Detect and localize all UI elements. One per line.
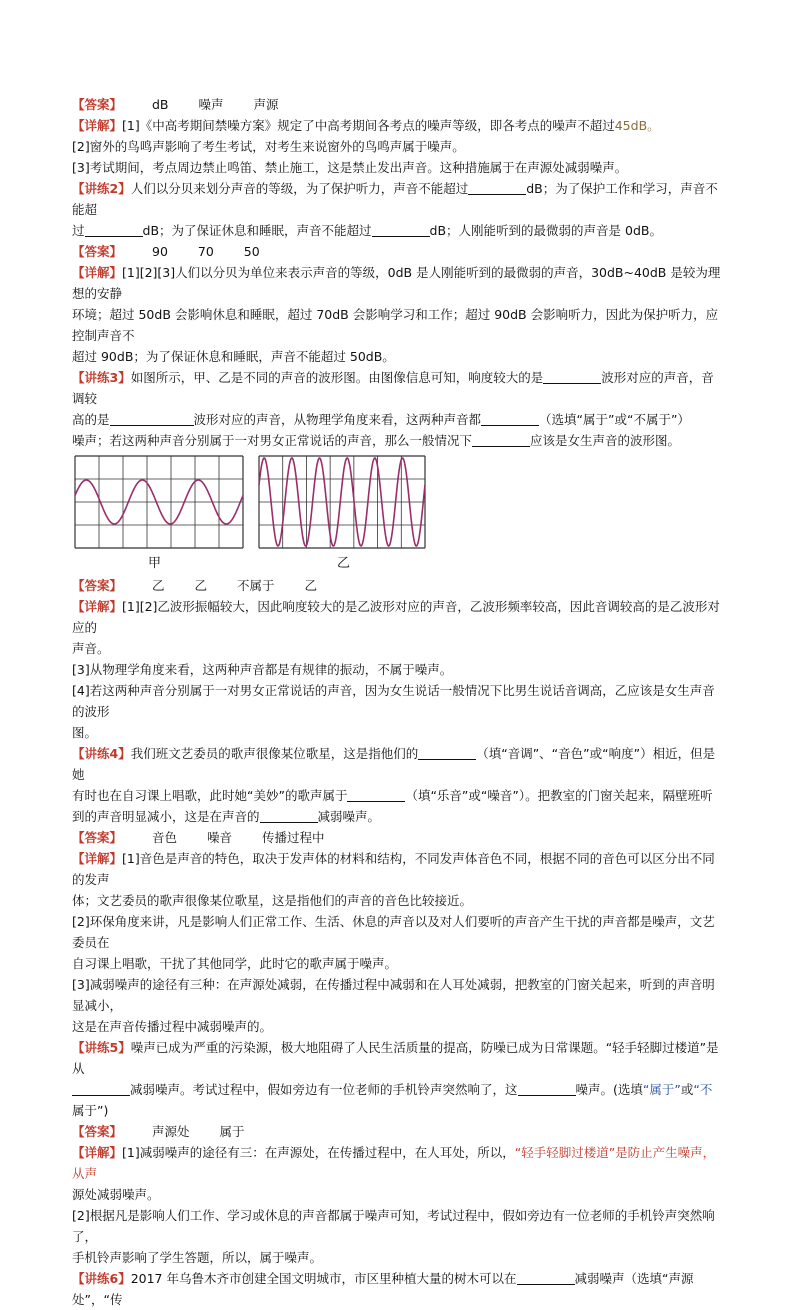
question-text: 噪声。(选填 [575, 1082, 643, 1097]
detail-text: 45dB。 [614, 118, 660, 133]
answer-item: 声源 [253, 97, 279, 112]
answer-blank[interactable] [372, 222, 430, 237]
answer-item: 50 [243, 244, 260, 259]
detail-text: [3]减弱噪声的途径有三种：在声源处减弱，在传播过程中减弱和在人耳处减弱，把教室的门窗关起来，听到的声音明显减小， [72, 977, 715, 1013]
answer-blank[interactable] [85, 222, 143, 237]
question-text-line [72, 785, 724, 806]
question-text: dB；为了保证休息和睡眠，声音不能超过 [142, 223, 372, 238]
detail-text: [1][2]乙波形振幅较大，因此响度较大的是乙波形对应的声音，乙波形频率较高，因此音调较高的是乙波形对应的 [72, 599, 720, 635]
question-text: 我们班文艺委员的歌声很像某位歌星，这是指他们的 [130, 746, 419, 761]
answer-item: 70 [197, 244, 214, 259]
question-text: 波形对应的声音，音调较 [72, 370, 714, 406]
answer-item: 乙 [304, 578, 318, 593]
detail-text: 声音。 [72, 641, 110, 656]
detail-tag: 【详解】 [72, 599, 123, 614]
detail-text: 手机铃声影响了学生答题，所以，属于噪声。 [72, 1250, 323, 1265]
detail-4 [72, 848, 724, 890]
detail-text: [3]从物理学角度来看，这两种声音都是有规律的振动，不属于噪声。 [72, 662, 453, 677]
detail-text: 超过 90dB；为了保证休息和睡眠，声音不能超过 50dB。 [72, 349, 395, 364]
question-text: 高的是 [72, 412, 110, 427]
detail-text-highlight: “轻手轻脚过楼道”是防止产生噪声，从声 [72, 1145, 716, 1181]
question-text: 减弱噪声。 [317, 809, 381, 824]
waveform-yi [258, 455, 426, 549]
question-text: 减弱噪声。考试过程中，假如旁边有一位老师的手机铃声突然响了，这 [130, 1082, 518, 1097]
detail-tag: 【详解】 [72, 851, 123, 866]
question-text: 属于”) [72, 1103, 109, 1118]
answer-blank[interactable] [543, 369, 601, 384]
detail-tag: 【详解】 [72, 1145, 123, 1160]
detail-3 [72, 596, 724, 638]
option-text: “属于” [642, 1082, 681, 1097]
detail-5 [72, 1142, 724, 1184]
answer-blank[interactable] [468, 180, 526, 195]
answer-5 [72, 1121, 724, 1142]
question-text: 噪声；若这两种声音分别属于一对男女正常说话的声音，那么一般情况下 [72, 433, 473, 448]
question-text: （填“乐音”或“噪音”）。把教室的门窗关起来，隔壁班听 [405, 788, 713, 803]
answer-item: 传播过程中 [262, 830, 325, 845]
answer-item: 90 [152, 244, 168, 259]
option-text: “不 [693, 1082, 713, 1097]
answer-item: 乙 [194, 578, 208, 593]
answer-2 [72, 241, 724, 262]
detail-2 [72, 262, 724, 304]
detail-1 [72, 115, 724, 136]
question-text: 过 [72, 223, 85, 238]
question-text: dB；为了保护工作和学习，声音不能超 [72, 181, 718, 217]
answer-blank[interactable] [472, 432, 530, 447]
figure-label-yi: 乙 [337, 556, 351, 571]
question-text: 人们以分贝来划分声音的等级，为了保护听力，声音不能超过 [130, 181, 469, 196]
answer-item: 音色 [152, 830, 178, 845]
question-text: 噪声已成为严重的污染源，极大地阻碍了人民生活质量的提高，防噪已成为日常课题。“轻手轻脚过楼道”是从 [72, 1040, 719, 1076]
detail-text: 这是在声音传播过程中减弱噪声的。 [72, 1019, 273, 1034]
answer-item: 声源处 [152, 1124, 190, 1139]
answer-blank[interactable] [517, 1270, 575, 1285]
answer-item: 不属于 [237, 578, 275, 593]
question-text: 减弱噪声（选填“声源处”，“传 [72, 1271, 694, 1307]
answer-3 [72, 575, 724, 596]
question-text: 波形对应的声音，从物理学角度来看，这两种声音都 [193, 412, 482, 427]
question-tag: 【讲练2】 [72, 181, 131, 196]
answer-blank[interactable] [418, 745, 476, 760]
worksheet [72, 94, 724, 1310]
question-text: （选填“属于”或“不属于”） [539, 412, 690, 427]
detail-text: [4]若这两种声音分别属于一对男女正常说话的声音，因为女生说话一般情况下比男生说话音调高，乙应该是女生声音的波形 [72, 683, 715, 719]
answer-item: dB [152, 97, 169, 112]
answer-blank[interactable] [72, 1081, 130, 1096]
detail-text: [2]根据凡是影响人们工作、学习或休息的声音都属于噪声可知，考试过程中，假如旁边有一位老师的手机铃声突然响了， [72, 1208, 715, 1244]
question-tag: 【讲练5】 [72, 1040, 131, 1055]
question-text: 如图所示，甲、乙是不同的声音的波形图。由图像信息可知，响度较大的是 [130, 370, 544, 385]
answer-item: 噪音 [207, 830, 233, 845]
question-tag: 【讲练4】 [72, 746, 131, 761]
waveform-figures [72, 455, 724, 573]
answer-item: 乙 [152, 578, 165, 593]
question-6 [72, 1268, 724, 1310]
answer-tag: 【答案】 [72, 1124, 123, 1139]
detail-text: [2]窗外的鸟鸣声影响了考生考试，对考生来说窗外的鸟鸣声属于噪声。 [72, 139, 465, 154]
detail-text: [1]音色是声音的特色，取决于发声体的材料和结构，不同发声体音色不同，根据不同的音色可以区分出不同的发声 [72, 851, 715, 887]
question-text: （填“音调”、“音色”或“响度”）相近，但是她 [72, 746, 716, 782]
answer-4 [72, 827, 724, 848]
answer-blank[interactable] [518, 1081, 576, 1096]
question-text-line [72, 430, 724, 451]
detail-text: 体；文艺委员的歌声很像某位歌星，这是指他们的声音的音色比较接近。 [72, 893, 473, 908]
waveform-jia [74, 455, 244, 549]
question-4 [72, 743, 724, 785]
answer-tag: 【答案】 [72, 244, 123, 259]
answer-tag: 【答案】 [72, 830, 123, 845]
detail-tag: 【详解】 [72, 265, 123, 280]
detail-text: [1]《中高考期间禁噪方案》规定了中高考期间各考点的噪声等级，即各考点的噪声不超过 [122, 118, 615, 133]
question-tag: 【讲练6】 [72, 1271, 131, 1286]
answer-blank[interactable] [481, 411, 539, 426]
question-text: dB；人刚能听到的最微弱的声音是 0dB。 [429, 223, 662, 238]
question-3 [72, 367, 724, 409]
question-5 [72, 1037, 724, 1079]
figure-label-jia: 甲 [148, 556, 162, 571]
question-text: 或 [680, 1082, 694, 1097]
question-text: 2017 年乌鲁木齐市创建全国文明城市，市区里种植大量的树木可以在 [130, 1271, 517, 1286]
question-text: 应该是女生声音的波形图。 [530, 433, 681, 448]
question-text-line [72, 1079, 724, 1100]
answer-tag: 【答案】 [72, 578, 123, 593]
question-text-line [72, 220, 724, 241]
question-tag: 【讲练3】 [72, 370, 131, 385]
detail-text: 自习课上唱歌，干扰了其他同学，此时它的歌声属于噪声。 [72, 956, 398, 971]
question-text: 到的声音明显减小，这是在声音的 [72, 809, 260, 824]
grid-yi [259, 456, 425, 548]
answer-blank[interactable] [260, 808, 318, 823]
question-text-line [72, 409, 724, 430]
answer-1 [72, 94, 724, 115]
answer-blank[interactable] [110, 411, 194, 426]
question-text-line [72, 806, 724, 827]
detail-text: [1]减弱噪声的途径有三：在声源处，在传播过程中，在人耳处，所以， [122, 1145, 515, 1160]
detail-tag: 【详解】 [72, 118, 123, 133]
question-text: 有时也在自习课上唱歌，此时她“美妙”的歌声属于 [72, 788, 348, 803]
detail-text: 图。 [72, 725, 98, 740]
detail-text: 环境；超过 50dB 会影响休息和睡眠，超过 70dB 会影响学习和工作；超过 90dB 会影响听力，因此为保护听力，应控制声音不 [72, 307, 719, 343]
detail-text: [1][2][3]人们以分贝为单位来表示声音的等级，0dB 是人刚能听到的最微弱的声音，30dB~40dB 是较为理想的安静 [72, 265, 721, 301]
answer-tag: 【答案】 [72, 97, 123, 112]
question-2 [72, 178, 724, 220]
answer-item: 噪声 [198, 97, 224, 112]
answer-item: 属于 [219, 1124, 245, 1139]
detail-text: [3]考试期间，考点周边禁止鸣笛、禁止施工，这是禁止发出声音。这种措施属于在声源处减弱噪声。 [72, 160, 628, 175]
detail-text: 源处减弱噪声。 [72, 1187, 160, 1202]
detail-text: [2]环保角度来讲，凡是影响人们正常工作、生活、休息的声音以及对人们要听的声音产生干扰的声音都是噪声，文艺委员在 [72, 914, 715, 950]
answer-blank[interactable] [347, 787, 405, 802]
